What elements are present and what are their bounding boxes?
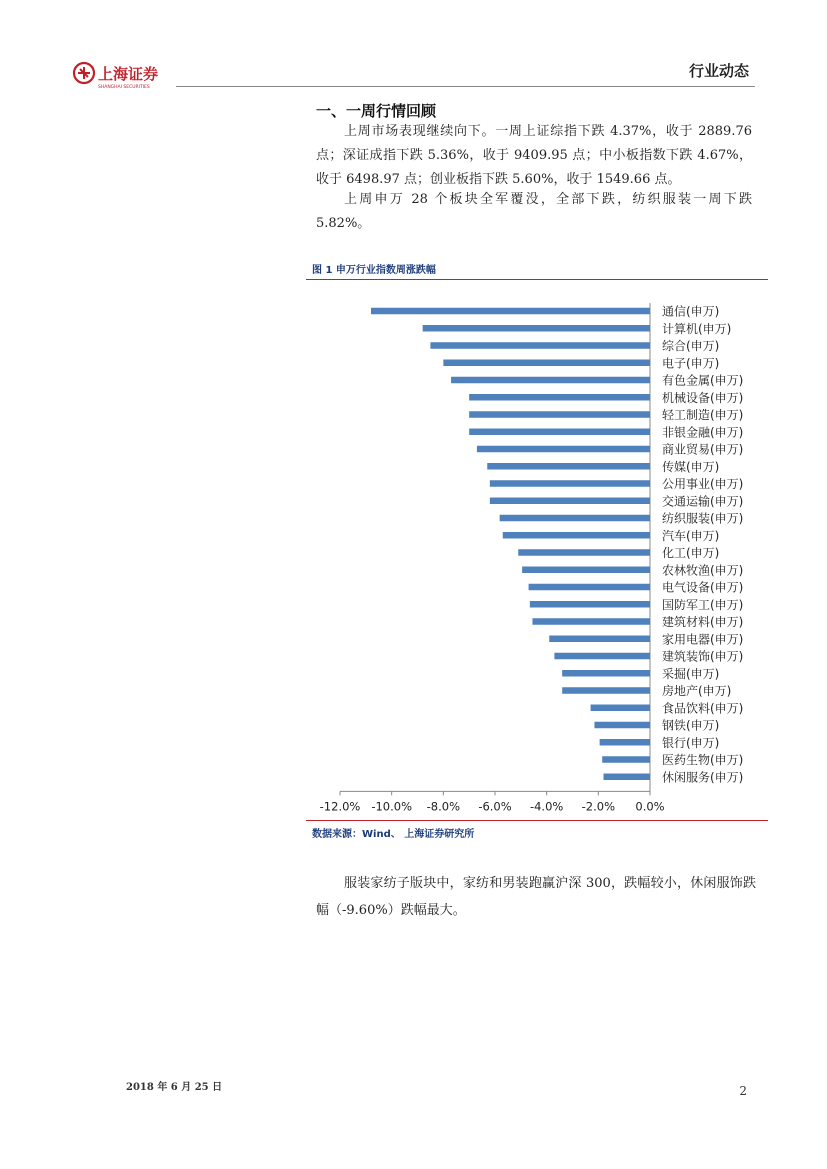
category-label: 综合(申万) [662,339,720,353]
bar [469,411,650,418]
apparel-paragraph: 服装家纺子版块中，家纺和男装跑赢沪深 300，跌幅较小，休闲服饰跌幅（-9.60%）跌幅最大。 [316,876,756,918]
logo-text: 上海证券 [98,65,159,83]
category-label: 房地产(申万) [662,684,732,698]
x-tick-label: -2.0% [581,799,616,814]
category-label: 电子(申万) [662,356,720,371]
category-label: 家用电器(申万) [662,632,744,647]
bar [487,463,650,470]
bar [430,342,650,349]
figure-top-rule [306,279,768,280]
bar [529,584,650,591]
data-source: 数据来源：Wind、 上海证券研究所 [312,829,475,840]
bar [423,325,650,332]
bar [562,687,650,694]
bar [554,653,650,660]
header-divider [176,86,755,87]
bar [500,515,650,522]
category-label: 化工(申万) [662,546,720,560]
category-label: 商业贸易(申万) [662,442,744,457]
bar [604,774,651,781]
category-label: 通信(申万) [662,304,720,319]
bar [451,377,650,384]
page-number: 2 [739,1084,747,1098]
bar [522,567,650,574]
category-label: 非银金融(申万) [662,425,744,440]
bar [591,705,650,712]
category-label: 国防军工(申万) [662,597,744,612]
category-label: 传媒(申万) [662,459,720,474]
category-label: 食品饮料(申万) [662,701,744,716]
industry-return-chart [306,282,768,817]
bar [600,739,650,746]
bar [532,618,650,625]
bar [469,429,650,436]
category-label: 钢铁(申万) [662,718,720,733]
x-tick-label: -6.0% [478,799,512,814]
category-label: 计算机(申万) [662,321,732,336]
figure-title: 图 1 申万行业指数周涨跌幅 [312,265,436,276]
logo-subtext: SHANGHAI SECURITIES [98,85,150,90]
category-label: 电气设备(申万) [662,580,744,595]
report-category: 行业动态 [688,62,749,80]
category-label: 公用事业(申万) [662,477,744,491]
market-review-paragraph: 上周市场表现继续向下。一周上证综指下跌 4.37%，收于 2889.76 点；深证成指下跌 5.36%，收于 9409.95 点；中小板指数下跌 4.67%，收于 6498.97 点；创业板指下跌 5.60%，收于 1549.66 点。 [316,124,752,187]
bar [503,532,650,539]
x-tick-label: -12.0% [319,799,361,814]
category-label: 机械设备(申万) [662,390,744,405]
figure-bottom-rule [306,820,768,821]
category-label: 采掘(申万) [662,666,720,681]
section-title: 一、一周行情回顾 [316,102,437,120]
category-label: 银行(申万) [662,735,720,750]
bar [371,308,650,315]
bar [469,394,650,401]
report-date: 2018 年 6 月 25 日 [126,1082,223,1093]
bar [594,722,650,729]
x-tick-label: 0.0% [635,799,665,814]
x-tick-label: -8.0% [426,799,461,814]
x-tick-label: -10.0% [371,799,413,814]
bar [602,756,650,763]
category-label: 轻工制造(申万) [662,408,744,422]
category-label: 医药生物(申万) [662,753,744,767]
bar [477,446,650,453]
bar [490,480,650,487]
bar [443,360,650,367]
company-logo [70,60,170,92]
bar [562,670,650,677]
bar [549,636,650,643]
category-label: 有色金属(申万) [662,373,744,388]
bar [490,498,650,505]
category-label: 建筑装饰(申万) [662,649,744,664]
category-label: 建筑材料(申万) [662,615,744,629]
category-label: 汽车(申万) [662,528,720,543]
category-label: 纺织服装(申万) [662,511,744,526]
bar [530,601,650,608]
category-label: 交通运输(申万) [662,494,744,509]
sector-summary-paragraph: 上周申万 28 个板块全军覆没，全部下跌，纺织服装一周下跌 5.82%。 [316,192,752,231]
category-label: 休闲服务(申万) [662,770,744,785]
bar [518,549,650,556]
x-tick-label: -4.0% [529,799,564,814]
category-label: 农林牧渔(申万) [662,563,744,578]
